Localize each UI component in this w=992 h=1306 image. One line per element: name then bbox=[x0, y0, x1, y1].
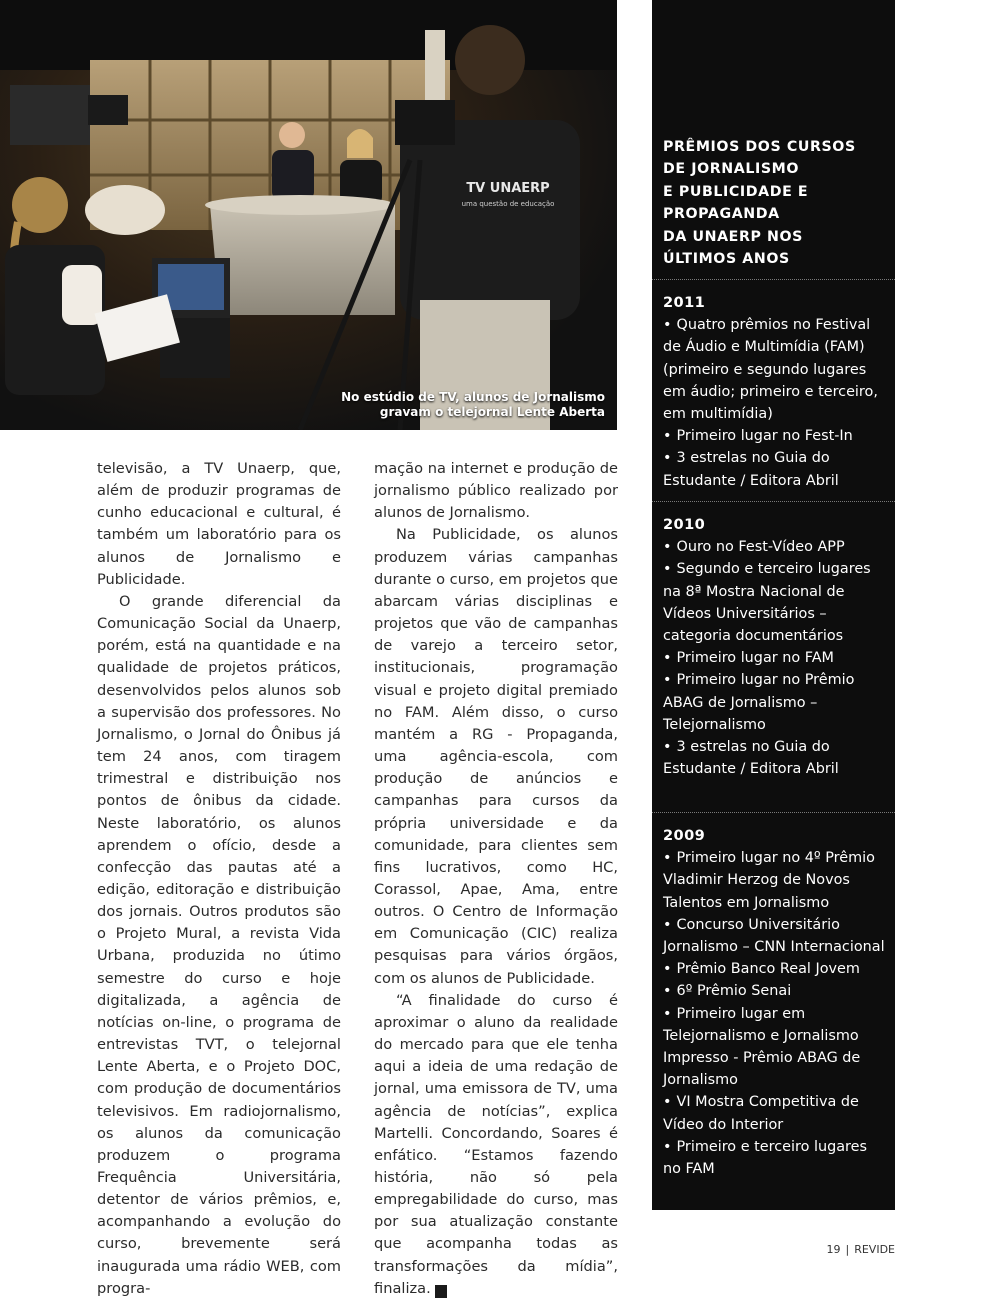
article-column-right bbox=[374, 458, 618, 1300]
award-item: • Primeiro lugar no 4º Prêmio Vladimir Herzog de Novos Talentos em Jornalismo bbox=[663, 850, 875, 911]
awards-section-2009 bbox=[663, 825, 889, 1180]
sidebar-title: PRÊMIOS DOS CURSOS DE JORNALISMO E PUBLICIDADE E PROPAGANDA DA UNAERP NOS ÚLTIMOS ANOS bbox=[663, 139, 856, 268]
article-paragraph: televisão, a TV Unaerp, que, além de produzir programas de cunho educacional e cultural, é também um laboratório para os alunos de Jornalismo e Publicidade. bbox=[97, 460, 341, 588]
sidebar-divider bbox=[652, 279, 895, 280]
awards-sidebar bbox=[652, 0, 895, 1210]
award-item: • 3 estrelas no Guia do Estudante / Editora Abril bbox=[663, 450, 839, 489]
article-paragraph-final bbox=[374, 990, 618, 1300]
caption-line-2: gravam o telejornal Lente Aberta bbox=[379, 405, 605, 419]
shirt-logo-text: TV UNAERP bbox=[466, 181, 550, 196]
footer-separator: | bbox=[845, 1243, 850, 1256]
page-footer bbox=[826, 1243, 895, 1256]
award-item: • Primeiro e terceiro lugares no FAM bbox=[663, 1138, 867, 1178]
caption-line-1: No estúdio de TV, alunos de Jornalismo bbox=[341, 390, 605, 404]
award-item: • Ouro no Fest-Vídeo APP bbox=[663, 539, 845, 556]
award-item: • 6º Prêmio Senai bbox=[663, 983, 792, 1000]
award-item: • Prêmio Banco Real Jovem bbox=[663, 961, 860, 978]
award-item: • 3 estrelas no Guia do Estudante / Editora Abril bbox=[663, 739, 839, 778]
award-item: • VI Mostra Competitiva de Vídeo do Interior bbox=[663, 1094, 859, 1133]
magazine-name: REVIDE bbox=[854, 1243, 895, 1256]
article-column-left bbox=[97, 458, 341, 1300]
article-paragraph: Na Publicidade, os alunos produzem várias campanhas durante o curso, em projetos que abarcam várias disciplinas e projetos que vão de campanhas de varejo a terceiro setor, institucionais, programação visual e projeto digital premiado no FAM. Além disso, o curso mantém a RG - Propaganda, uma agência-escola, com produção de anúncios e campanhas para cursos da própria universidade e da comunidade, para clientes sem fins lucrativos, como HC, Corassol, Apae, Ama, entre outros. O Centro de Informação em Comunicação (CIC) realiza pesquisas para vários órgãos, com os alunos de Publicidade. bbox=[374, 526, 618, 987]
tv-studio-photo bbox=[0, 0, 617, 430]
end-of-article-mark: r bbox=[435, 1285, 447, 1298]
article-paragraph: O grande diferencial da Comunicação Social da Unaerp, porém, está na quantidade e na qualidade de projetos práticos, desenvolvidos pelos alunos sob a supervisão dos professores. No Jornalismo, o Jornal do Ônibus já tem 24 anos, com tiragem trimestral e distribuição nos pontos de ônibus da cidade. Neste laboratório, os alunos aprendem o ofício, desde a confecção das pautas até a edição, editoração e distribuição dos jornais. Outros produtos são o Projeto Mural, a revista Vida Urbana, produzida no útimo semestre do curso e hoje digitalizada, a agência de notícias on-line, o programa de entrevistas TVT, o telejornal Lente Aberta, e o Projeto DOC, com produção de documentários televisivos. Em radiojornalismo, os alunos da comunicação produzem o programa Frequência Universitária, detentor de vários prêmios, e, acompanhando a evolução do curso, brevemente será inaugurada uma rádio WEB, com progra- bbox=[97, 592, 341, 1297]
year-heading: 2011 bbox=[663, 294, 706, 311]
award-item: • Segundo e terceiro lugares na 8ª Mostra Nacional de Vídeos Universitários – categoria documentários bbox=[663, 561, 871, 645]
article-paragraph-text: “A finalidade do curso é aproximar o aluno da realidade do mercado para que ele tenha aqui a ideia de uma redação de jornal, uma emissora de TV, uma agência de notícias”, explica Martelli. Concordando, Soares é enfático. “Estamos fazendo história, não só pela empregabilidade do curso, mas por sua atualização constante que acompanha todas as transformações da mídia”, finaliza. bbox=[374, 991, 618, 1297]
photo-caption bbox=[341, 390, 605, 420]
awards-section-2011 bbox=[663, 292, 889, 492]
award-item: • Concurso Universitário Jornalismo – CNN Internacional bbox=[663, 916, 885, 956]
year-heading: 2009 bbox=[663, 827, 706, 844]
shirt-logo-subtext: uma questão de educação bbox=[461, 200, 555, 208]
award-item: • Quatro prêmios no Festival de Áudio e Multimídia (FAM) (primeiro e segundo lugares em áudio; primeiro e terceiro, em multimídia) bbox=[663, 317, 878, 423]
award-item: • Primeiro lugar no FAM bbox=[663, 650, 834, 667]
sidebar-divider bbox=[652, 501, 895, 502]
article-paragraph: mação na internet e produção de jornalismo público realizado por alunos de Jornalismo. bbox=[374, 460, 618, 522]
studio-scene-illustration bbox=[0, 0, 617, 430]
page-number: 19 bbox=[826, 1243, 841, 1256]
award-item: • Primeiro lugar em Telejornalismo e Jornalismo Impresso - Prêmio ABAG de Jornalismo bbox=[663, 1005, 861, 1089]
awards-section-2010 bbox=[663, 514, 889, 780]
sidebar-divider bbox=[652, 812, 895, 813]
award-item: • Primeiro lugar no Prêmio ABAG de Jornalismo – Telejornalismo bbox=[663, 672, 855, 733]
award-item: • Primeiro lugar no Fest-In bbox=[663, 428, 853, 445]
year-heading: 2010 bbox=[663, 516, 706, 533]
